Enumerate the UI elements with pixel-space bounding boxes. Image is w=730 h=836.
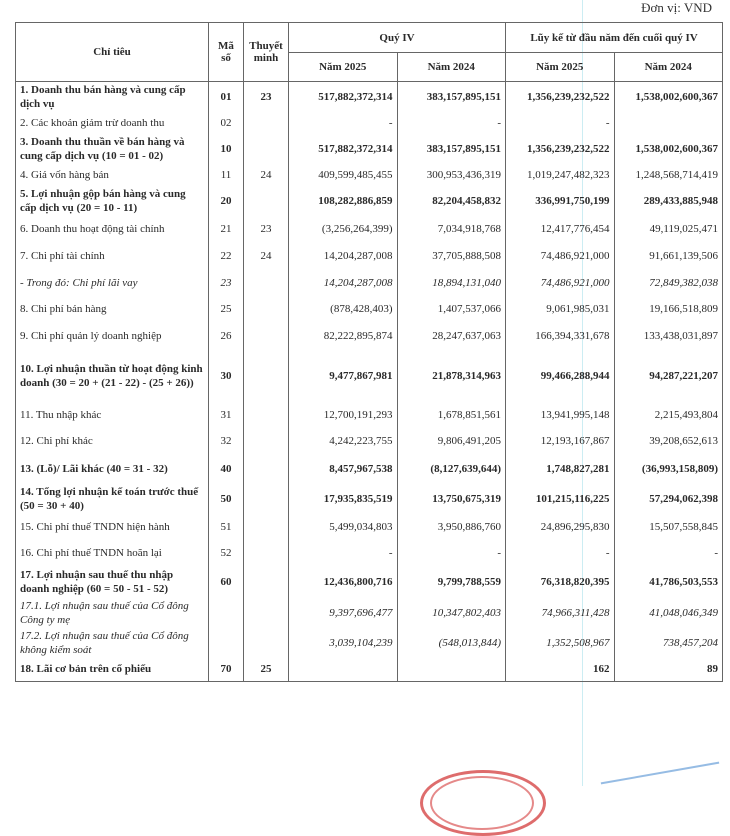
row-ytd-2025: 74,966,311,428 <box>506 598 615 628</box>
row-code: 22 <box>209 242 244 270</box>
row-ytd-2024: (36,993,158,809) <box>614 454 723 484</box>
row-ytd-2024: 94,287,221,207 <box>614 350 723 402</box>
row-q-2025: 14,204,287,008 <box>289 270 398 296</box>
row-q-2025: 9,397,696,477 <box>289 598 398 628</box>
row-ytd-2024: 1,538,002,600,367 <box>614 82 723 112</box>
row-code: 20 <box>209 186 244 216</box>
row-ytd-2025: 166,394,331,678 <box>506 322 615 350</box>
row-q-2025: 17,935,835,519 <box>289 484 398 514</box>
row-indicator: 18. Lãi cơ bản trên cổ phiếu <box>16 658 209 682</box>
row-code: 60 <box>209 566 244 598</box>
row-q-2024: 383,157,895,151 <box>397 82 506 112</box>
income-statement-table <box>15 22 723 682</box>
header-indicator: Chỉ tiêu <box>16 23 209 82</box>
row-code: 70 <box>209 658 244 682</box>
row-code <box>209 628 244 658</box>
row-q-2024: 28,247,637,063 <box>397 322 506 350</box>
row-ytd-2025: - <box>506 112 615 134</box>
table-row <box>16 186 723 216</box>
row-q-2025: - <box>289 112 398 134</box>
row-ytd-2024: 91,661,139,506 <box>614 242 723 270</box>
row-note <box>244 598 289 628</box>
table-row <box>16 540 723 566</box>
row-q-2024: - <box>397 540 506 566</box>
row-q-2024: 1,407,537,066 <box>397 296 506 322</box>
row-q-2025: 5,499,034,803 <box>289 514 398 540</box>
row-ytd-2024: 19,166,518,809 <box>614 296 723 322</box>
row-ytd-2025: 162 <box>506 658 615 682</box>
row-ytd-2025: 12,193,167,867 <box>506 428 615 454</box>
row-ytd-2024: 1,248,568,714,419 <box>614 164 723 186</box>
row-ytd-2025: 76,318,820,395 <box>506 566 615 598</box>
row-q-2024: 13,750,675,319 <box>397 484 506 514</box>
row-code: 31 <box>209 402 244 428</box>
header-note: Thuyết minh <box>244 23 289 82</box>
row-q-2025: 3,039,104,239 <box>289 628 398 658</box>
row-note: 25 <box>244 658 289 682</box>
table-row <box>16 514 723 540</box>
row-code: 10 <box>209 134 244 164</box>
row-q-2024: (8,127,639,644) <box>397 454 506 484</box>
table-row <box>16 296 723 322</box>
row-q-2025: 82,222,895,874 <box>289 322 398 350</box>
row-q-2025: 9,477,867,981 <box>289 350 398 402</box>
row-ytd-2025: 24,896,295,830 <box>506 514 615 540</box>
row-q-2025: 12,436,800,716 <box>289 566 398 598</box>
row-indicator: 10. Lợi nhuận thuần từ hoạt động kinh doanh (30 = 20 + (21 - 22) - (25 + 26)) <box>16 350 209 402</box>
row-ytd-2025: 13,941,995,148 <box>506 402 615 428</box>
row-indicator: 12. Chi phí khác <box>16 428 209 454</box>
row-q-2024: 1,678,851,561 <box>397 402 506 428</box>
row-ytd-2024: 57,294,062,398 <box>614 484 723 514</box>
row-note <box>244 428 289 454</box>
row-q-2024: 300,953,436,319 <box>397 164 506 186</box>
row-indicator: 11. Thu nhập khác <box>16 402 209 428</box>
row-code: 51 <box>209 514 244 540</box>
table-row <box>16 598 723 628</box>
row-indicator: 7. Chi phí tài chính <box>16 242 209 270</box>
row-indicator: 17.2. Lợi nhuận sau thuế của Cổ đông không kiểm soát <box>16 628 209 658</box>
row-q-2024 <box>397 658 506 682</box>
row-code: 26 <box>209 322 244 350</box>
row-note <box>244 514 289 540</box>
row-q-2024: 10,347,802,403 <box>397 598 506 628</box>
row-ytd-2024: 41,786,503,553 <box>614 566 723 598</box>
table-row <box>16 164 723 186</box>
row-ytd-2024: 2,215,493,804 <box>614 402 723 428</box>
header-ytd-2025: Năm 2025 <box>506 53 615 82</box>
row-indicator: 6. Doanh thu hoạt động tài chính <box>16 216 209 242</box>
row-q-2025: (878,428,403) <box>289 296 398 322</box>
row-note <box>244 628 289 658</box>
row-code: 23 <box>209 270 244 296</box>
row-ytd-2025: 336,991,750,199 <box>506 186 615 216</box>
row-q-2024: 37,705,888,508 <box>397 242 506 270</box>
row-ytd-2025: 1,356,239,232,522 <box>506 134 615 164</box>
row-ytd-2025: 9,061,985,031 <box>506 296 615 322</box>
row-note <box>244 454 289 484</box>
row-note: 23 <box>244 82 289 112</box>
row-indicator: 4. Giá vốn hàng bán <box>16 164 209 186</box>
row-q-2025: 517,882,372,314 <box>289 82 398 112</box>
row-ytd-2024: 41,048,046,349 <box>614 598 723 628</box>
row-ytd-2025: 74,486,921,000 <box>506 270 615 296</box>
row-ytd-2024: 133,438,031,897 <box>614 322 723 350</box>
row-note <box>244 540 289 566</box>
row-ytd-2025: - <box>506 540 615 566</box>
header-ytd-group: Lũy kế từ đầu năm đến cuối quý IV <box>506 23 723 53</box>
row-q-2025: 8,457,967,538 <box>289 454 398 484</box>
row-code: 25 <box>209 296 244 322</box>
row-q-2025: (3,256,264,399) <box>289 216 398 242</box>
row-code: 21 <box>209 216 244 242</box>
table-row <box>16 428 723 454</box>
table-row <box>16 566 723 598</box>
row-indicator: 5. Lợi nhuận gộp bán hàng và cung cấp dịch vụ (20 = 10 - 11) <box>16 186 209 216</box>
row-ytd-2025: 74,486,921,000 <box>506 242 615 270</box>
row-q-2024: 7,034,918,768 <box>397 216 506 242</box>
table-row <box>16 628 723 658</box>
row-indicator: - Trong đó: Chi phí lãi vay <box>16 270 209 296</box>
row-ytd-2024: 289,433,885,948 <box>614 186 723 216</box>
row-indicator: 13. (Lỗ)/ Lãi khác (40 = 31 - 32) <box>16 454 209 484</box>
row-q-2025: 517,882,372,314 <box>289 134 398 164</box>
row-code: 52 <box>209 540 244 566</box>
table-row <box>16 454 723 484</box>
row-ytd-2024: 15,507,558,845 <box>614 514 723 540</box>
row-ytd-2024: - <box>614 540 723 566</box>
company-stamp-inner-ring <box>430 776 534 830</box>
row-q-2024: 18,894,131,040 <box>397 270 506 296</box>
row-q-2025: - <box>289 540 398 566</box>
row-code: 30 <box>209 350 244 402</box>
row-code: 40 <box>209 454 244 484</box>
row-q-2024: 383,157,895,151 <box>397 134 506 164</box>
header-q-2024: Năm 2024 <box>397 53 506 82</box>
table-row <box>16 112 723 134</box>
row-note <box>244 322 289 350</box>
row-indicator: 2. Các khoản giảm trừ doanh thu <box>16 112 209 134</box>
row-indicator: 3. Doanh thu thuần về bán hàng và cung cấp dịch vụ (10 = 01 - 02) <box>16 134 209 164</box>
row-q-2025: 409,599,485,455 <box>289 164 398 186</box>
row-indicator: 8. Chi phí bán hàng <box>16 296 209 322</box>
table-row <box>16 350 723 402</box>
row-code: 11 <box>209 164 244 186</box>
row-q-2025: 108,282,886,859 <box>289 186 398 216</box>
header-quarter-group: Quý IV <box>289 23 506 53</box>
row-note: 24 <box>244 164 289 186</box>
row-note <box>244 402 289 428</box>
row-ytd-2024: 39,208,652,613 <box>614 428 723 454</box>
row-q-2024: 21,878,314,963 <box>397 350 506 402</box>
header-code: Mã số <box>209 23 244 82</box>
row-q-2024: 82,204,458,832 <box>397 186 506 216</box>
row-note <box>244 350 289 402</box>
row-q-2024: 9,799,788,559 <box>397 566 506 598</box>
row-q-2024: - <box>397 112 506 134</box>
row-ytd-2024: 89 <box>614 658 723 682</box>
row-code: 32 <box>209 428 244 454</box>
row-q-2024: (548,013,844) <box>397 628 506 658</box>
row-indicator: 16. Chi phí thuế TNDN hoãn lại <box>16 540 209 566</box>
signature-stroke <box>601 762 720 785</box>
row-indicator: 1. Doanh thu bán hàng và cung cấp dịch vụ <box>16 82 209 112</box>
row-code: 02 <box>209 112 244 134</box>
row-ytd-2025: 1,019,247,482,323 <box>506 164 615 186</box>
table-row <box>16 242 723 270</box>
table-row <box>16 322 723 350</box>
row-note <box>244 186 289 216</box>
table-row <box>16 216 723 242</box>
row-note <box>244 296 289 322</box>
row-ytd-2025: 1,356,239,232,522 <box>506 82 615 112</box>
row-indicator: 17.1. Lợi nhuận sau thuế của Cổ đông Công ty mẹ <box>16 598 209 628</box>
row-q-2024: 9,806,491,205 <box>397 428 506 454</box>
header-ytd-2024: Năm 2024 <box>614 53 723 82</box>
row-ytd-2025: 1,352,508,967 <box>506 628 615 658</box>
table-row <box>16 82 723 112</box>
row-note <box>244 484 289 514</box>
row-ytd-2024: 49,119,025,471 <box>614 216 723 242</box>
row-note <box>244 134 289 164</box>
row-note <box>244 566 289 598</box>
row-note <box>244 112 289 134</box>
row-code <box>209 598 244 628</box>
row-indicator: 17. Lợi nhuận sau thuế thu nhập doanh nghiệp (60 = 50 - 51 - 52) <box>16 566 209 598</box>
row-ytd-2025: 12,417,776,454 <box>506 216 615 242</box>
row-code: 01 <box>209 82 244 112</box>
unit-label: Đơn vị: VND <box>641 0 712 15</box>
row-ytd-2025: 101,215,116,225 <box>506 484 615 514</box>
row-note: 24 <box>244 242 289 270</box>
table-row <box>16 484 723 514</box>
row-q-2025: 4,242,223,755 <box>289 428 398 454</box>
row-ytd-2024 <box>614 112 723 134</box>
row-q-2025 <box>289 658 398 682</box>
row-q-2025: 14,204,287,008 <box>289 242 398 270</box>
row-ytd-2024: 72,849,382,038 <box>614 270 723 296</box>
row-q-2024: 3,950,886,760 <box>397 514 506 540</box>
header-q-2025: Năm 2025 <box>289 53 398 82</box>
row-ytd-2024: 738,457,204 <box>614 628 723 658</box>
row-indicator: 15. Chi phí thuế TNDN hiện hành <box>16 514 209 540</box>
row-q-2025: 12,700,191,293 <box>289 402 398 428</box>
table-row <box>16 658 723 682</box>
table-row <box>16 134 723 164</box>
table-body <box>16 82 723 682</box>
row-ytd-2025: 1,748,827,281 <box>506 454 615 484</box>
table-row <box>16 270 723 296</box>
row-code: 50 <box>209 484 244 514</box>
row-indicator: 9. Chi phí quản lý doanh nghiệp <box>16 322 209 350</box>
row-indicator: 14. Tổng lợi nhuận kế toán trước thuế (50 = 30 + 40) <box>16 484 209 514</box>
table-row <box>16 402 723 428</box>
row-ytd-2024: 1,538,002,600,367 <box>614 134 723 164</box>
row-note: 23 <box>244 216 289 242</box>
row-ytd-2025: 99,466,288,944 <box>506 350 615 402</box>
row-note <box>244 270 289 296</box>
